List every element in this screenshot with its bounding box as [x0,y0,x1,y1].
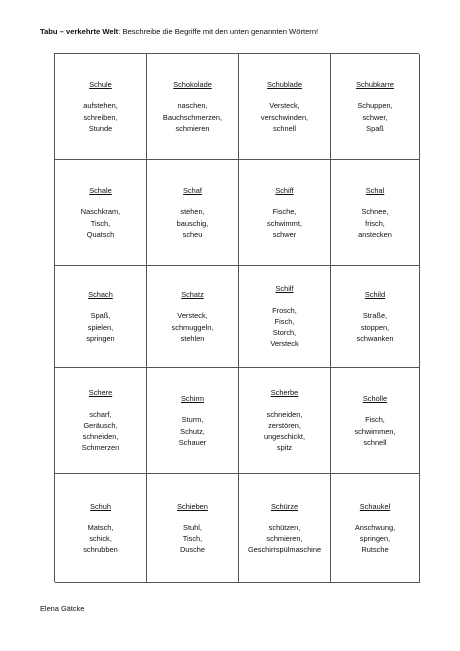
title-instruction: : Beschreibe die Begriffe mit den unten genannten Wörtern! [118,27,319,36]
taboo-word: Geräusch, [83,420,118,430]
card-word: Schieben [177,501,208,511]
taboo-word: Dusche [179,545,206,555]
taboo-word: Spaß [366,123,384,133]
tabu-card [55,54,147,160]
taboo-word: Versteck, [177,311,208,321]
taboo-word: Matsch, [87,522,114,532]
taboo-word: schmieren, [266,534,303,543]
taboo-word: scharf, [89,409,112,419]
tabu-card [55,266,147,368]
tabu-card [239,54,331,160]
tabu-card [55,368,147,474]
taboo-word: Geschirrspülmaschine [247,545,322,555]
tabu-card [331,266,420,368]
taboo-word: Straße, [362,311,388,321]
card-word: Schild [364,290,386,300]
taboo-word: anstecken [358,229,392,239]
taboo-word: Frosch, [272,305,297,315]
taboo-word: schwer [272,229,297,239]
taboo-word: schneiden, [82,432,119,442]
taboo-word: naschen, [177,101,208,111]
taboo-word: stoppen, [360,322,390,332]
taboo-word: scheu [182,229,203,239]
taboo-word: Stuhl, [183,522,202,532]
card-word: Scherbe [270,388,299,398]
taboo-word: Fisch, [274,316,295,326]
tabu-card [331,54,420,160]
taboo-word: Tisch, [182,534,203,543]
author-name: Elena Gätcke [40,604,85,613]
card-word: Schürze [270,501,299,511]
taboo-word: schmuggeln, [171,322,214,332]
taboo-word: schnell [363,437,387,447]
taboo-word: schnell [272,123,296,133]
tabu-card [147,54,239,160]
taboo-word: Schauer [178,437,207,447]
taboo-word: aufstehen, [83,101,118,111]
card-word: Schirm [181,394,204,404]
taboo-word: Schutz, [180,426,205,436]
taboo-word: Schuppen, [357,101,393,111]
tabu-card [239,474,331,583]
card-word: Schale [89,186,112,196]
tabu-card [331,160,420,266]
card-word: Schubkarre [356,80,394,90]
card-word: Schere [88,388,113,398]
card-word: Schal [365,186,385,196]
tabu-card [239,368,331,474]
tabu-card [55,474,147,583]
taboo-word: frisch, [365,218,385,228]
card-word: Schuh [90,501,111,511]
taboo-word: schreiben, [83,112,118,122]
taboo-word: Schnee, [361,207,389,217]
taboo-word: Versteck [270,339,299,349]
tabu-card [147,474,239,583]
taboo-word: springen [86,333,115,343]
card-word: Schilf [275,284,294,294]
taboo-word: Bauchschmerzen, [162,112,223,122]
taboo-word: Anschwung, [354,522,396,532]
taboo-word: verschwinden, [260,112,309,122]
tabu-card [331,474,420,583]
taboo-word: Fisch, [365,415,385,425]
tabu-card [147,368,239,474]
taboo-word: ungeschickt, [263,432,306,442]
card-word: Scholle [362,394,388,404]
card-word: Schatz [181,290,204,300]
taboo-word: Naschkram, [80,207,121,217]
taboo-word: stehen, [180,207,205,217]
taboo-word: bauschig, [176,218,209,228]
taboo-word: schützen, [268,522,301,532]
tabu-card [147,266,239,368]
taboo-word: Spaß, [90,311,111,321]
card-word: Schokolade [173,80,212,90]
card-word: Schach [88,290,113,300]
taboo-word: schick, [89,534,112,543]
card-word: Schaf [183,186,202,196]
taboo-word: spielen, [87,322,114,332]
tabu-card [239,266,331,368]
taboo-word: Versteck, [269,101,300,111]
taboo-word: Tisch, [90,218,111,228]
card-word: Schaukel [359,501,391,511]
taboo-word: schwer, [362,112,388,122]
worksheet-title [40,27,440,37]
taboo-word: Fische, [272,207,297,217]
taboo-word: schmieren [175,123,210,133]
card-word: Schule [89,80,112,90]
taboo-word: zerstören, [268,420,301,430]
tabu-card [147,160,239,266]
tabu-card [239,160,331,266]
tabu-card-grid [54,53,419,582]
title-bold: Tabu – verkehrte Welt [40,27,119,36]
taboo-word: Storch, [272,328,297,338]
taboo-word: schwanken [356,333,394,343]
taboo-word: springen, [359,534,391,543]
taboo-word: schneiden, [266,409,303,419]
taboo-word: schwimmt, [267,218,302,228]
taboo-word: Sturm, [181,415,204,425]
card-word: Schublade [267,80,302,90]
taboo-word: schwimmen, [354,426,396,436]
taboo-word: schrubben [83,545,118,555]
taboo-word: stehlen [180,333,205,343]
taboo-word: spitz [276,443,293,453]
card-word: Schiff [275,186,294,196]
tabu-card [55,160,147,266]
taboo-word: Schmerzen [81,443,120,453]
taboo-word: Rutsche [361,545,389,555]
taboo-word: Stunde [88,123,113,133]
taboo-word: Quatsch [86,229,115,239]
tabu-card [331,368,420,474]
